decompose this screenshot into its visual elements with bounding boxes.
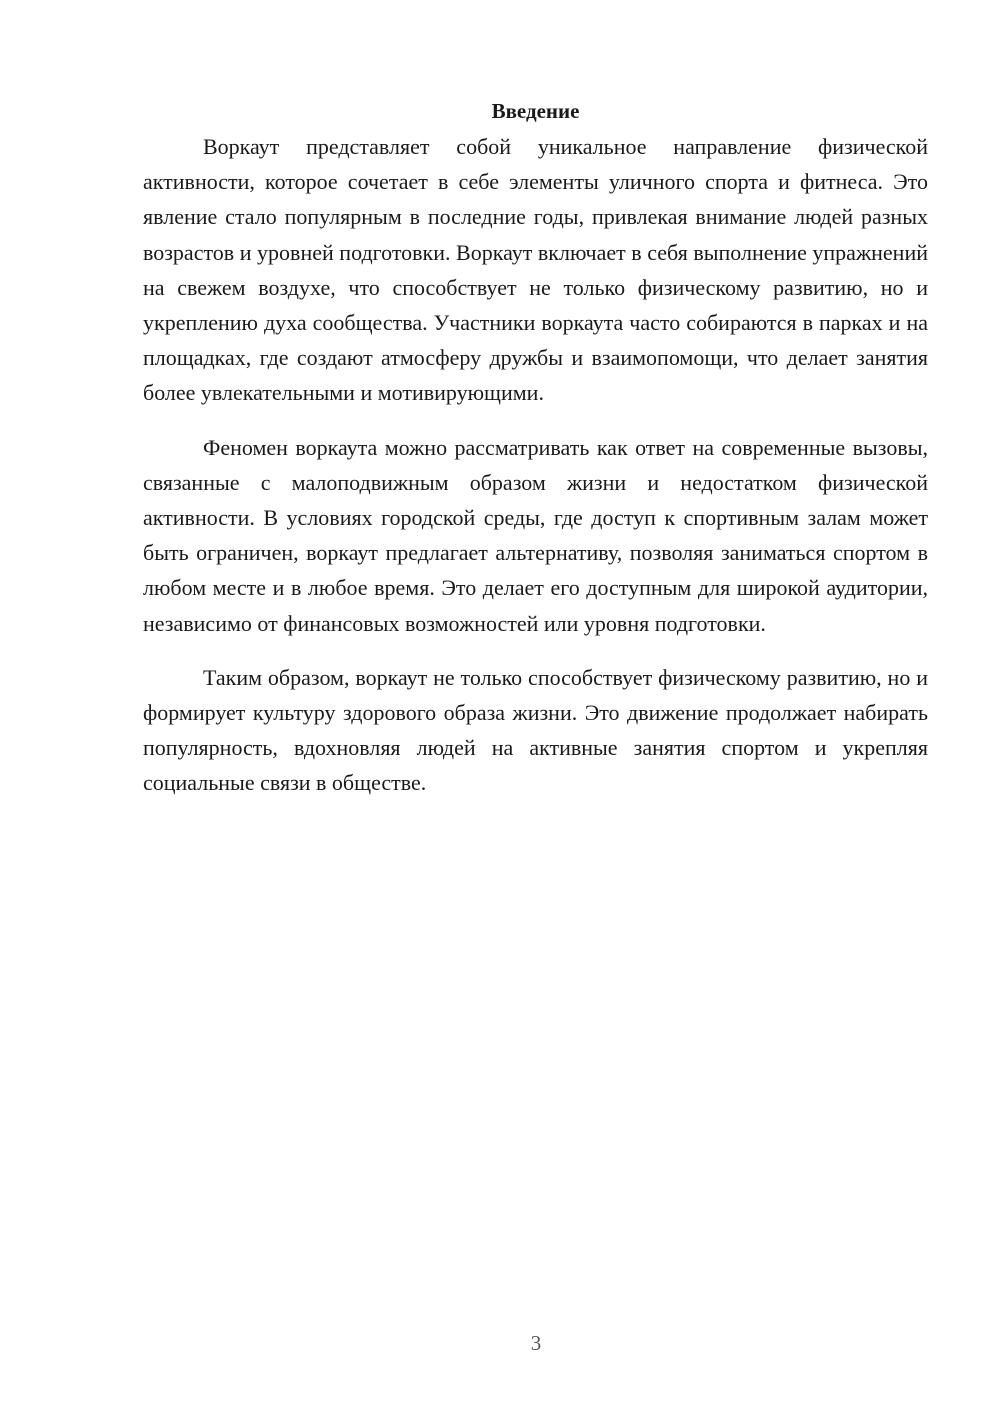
paragraph-3: Таким образом, воркаут не только способствует физическому развитию, но и формирует культуру здорового образа жизни. Это движение продолжает набирать популярность, вдохновляя людей на активные занятия спортом и укрепляя социальные связи в обществе. <box>143 664 928 796</box>
paragraph-2: Феномен воркаута можно рассматривать как ответ на современные вызовы, связанные с малоподвижным образом жизни и недостатком физической активности. В условиях городской среды, где доступ к спортивным залам может быть ограничен, воркаут предлагает альтернативу, позволяя заниматься спортом в любом месте и в любое время. Это делает его доступным для широкой аудитории, независимо от финансовых возможностей или уровня подготовки. <box>143 434 928 636</box>
section-heading: Введение <box>491 99 580 123</box>
page-number: 3 <box>530 1331 542 1355</box>
page-content <box>143 94 928 801</box>
paragraph-1: Воркаут представляет собой уникальное направление физической активности, которое сочетает в себе элементы уличного спорта и фитнеса. Это явление стало популярным в последние годы, привлекая внимание людей разных возрастов и уровней подготовки. Воркаут включает в себя выполнение упражнений на свежем воздухе, что способствует не только физическому развитию, но и укреплению духа сообщества. Участники воркаута часто собираются в парках и на площадках, где создают атмосферу дружбы и взаимопомощи, что делает занятия более увлекательными и мотивирующими. <box>143 134 928 406</box>
